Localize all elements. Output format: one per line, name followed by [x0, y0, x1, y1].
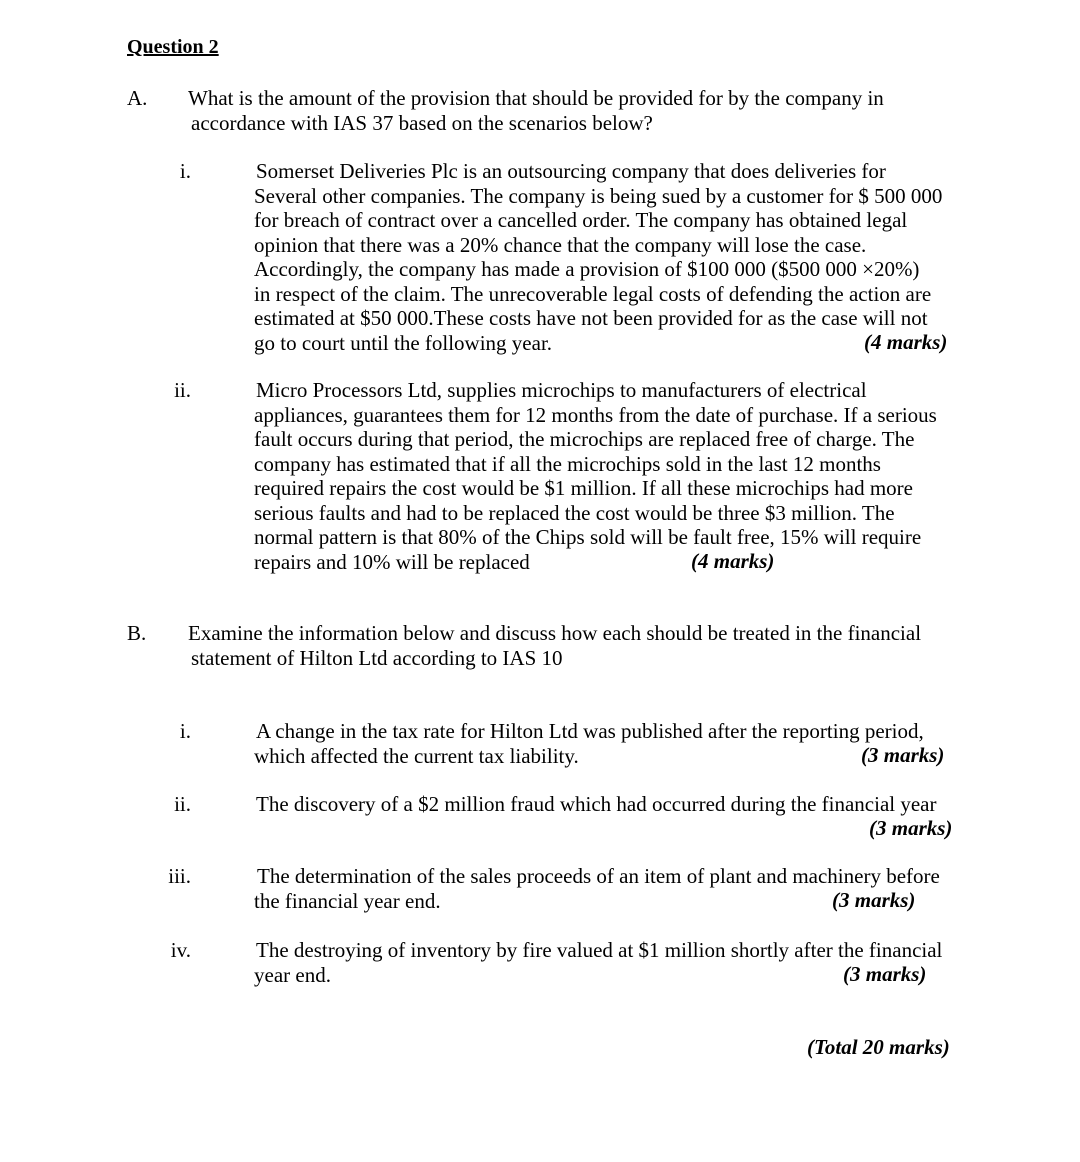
- paragraph-line: appliances, guarantees them for 12 months from the date of purchase. If a serious: [254, 402, 937, 427]
- paragraph-line: repairs and 10% will be replaced: [254, 549, 530, 574]
- scenario-a-ii-text: [254, 378, 937, 574]
- paragraph-line: the financial year end.: [254, 888, 441, 913]
- paragraph-line: fault occurs during that period, the microchips are replaced free of charge. The: [254, 427, 915, 451]
- paragraph-line: The discovery of a $2 million fraud which had occurred during the financial year: [256, 792, 937, 816]
- paragraph-line: The determination of the sales proceeds of an item of plant and machinery before: [257, 864, 940, 888]
- section-b-letter: B.: [127, 621, 147, 645]
- section-b-prompt-line: Examine the information below and discuss how each should be treated in the financial: [188, 621, 922, 645]
- marks-label: (3 marks): [869, 816, 953, 840]
- paragraph-line: Several other companies. The company is being sued by a customer for $ 500 000: [254, 183, 943, 208]
- paragraph-line: The destroying of inventory by fire valued at $1 million shortly after the financial: [256, 938, 943, 962]
- paragraph-line: which affected the current tax liability.: [254, 743, 579, 768]
- paragraph-line: Somerset Deliveries Plc is an outsourcing company that does deliveries for: [256, 159, 886, 183]
- paragraph-line: A change in the tax rate for Hilton Ltd was published after the reporting period,: [256, 719, 924, 743]
- section-a-prompt-line: What is the amount of the provision that should be provided for by the company in: [188, 86, 884, 110]
- paragraph-line: required repairs the cost would be $1 million. If all these microchips had more: [254, 476, 913, 500]
- paragraph-line: Accordingly, the company has made a provision of $100 000 ($500 000 ×20%): [254, 257, 920, 281]
- paragraph-line: normal pattern is that 80% of the Chips sold will be fault free, 15% will require: [254, 525, 922, 549]
- scenario-a-i-text: [254, 159, 942, 355]
- marks-label: (3 marks): [861, 743, 945, 767]
- item-numeral: ii.: [174, 792, 191, 816]
- paragraph-line: serious faults and had to be replaced the cost would be three $3 million. The: [254, 500, 895, 525]
- total-marks: (Total 20 marks): [807, 1035, 950, 1059]
- marks-label: (3 marks): [843, 962, 927, 986]
- section-a-prompt-line: accordance with IAS 37 based on the scenarios below?: [191, 110, 653, 135]
- event-b-ii-text: [254, 792, 937, 817]
- paragraph-line: year end.: [254, 962, 331, 987]
- item-numeral: ii.: [174, 378, 191, 402]
- event-b-iv-text: [254, 938, 942, 987]
- question-title: Question 2: [127, 36, 219, 58]
- item-numeral: i.: [179, 719, 191, 743]
- event-b-i-text: [254, 719, 924, 768]
- paragraph-line: opinion that there was a 20% chance that the company will lose the case.: [254, 232, 867, 257]
- section-a-letter: A.: [127, 86, 148, 110]
- marks-label: (3 marks): [832, 888, 916, 912]
- item-numeral: iii.: [168, 864, 191, 888]
- paragraph-line: estimated at $50 000.These costs have not been provided for as the case will not: [254, 306, 928, 330]
- section-b-prompt: [188, 621, 921, 670]
- paragraph-line: company has estimated that if all the microchips sold in the last 12 months: [254, 451, 881, 476]
- paragraph-line: for breach of contract over a cancelled order. The company has obtained legal: [254, 208, 908, 232]
- paragraph-line: go to court until the following year.: [254, 330, 553, 355]
- marks-label: (4 marks): [691, 549, 775, 573]
- item-numeral: iv.: [170, 938, 191, 962]
- paragraph-line: in respect of the claim. The unrecoverable legal costs of defending the action are: [254, 281, 932, 306]
- section-b-prompt-line: statement of Hilton Ltd according to IAS 10: [191, 645, 563, 670]
- section-a-prompt: [188, 86, 884, 135]
- paragraph-line: Micro Processors Ltd, supplies microchips to manufacturers of electrical: [256, 378, 867, 402]
- item-numeral: i.: [179, 159, 191, 183]
- marks-label: (4 marks): [864, 330, 948, 354]
